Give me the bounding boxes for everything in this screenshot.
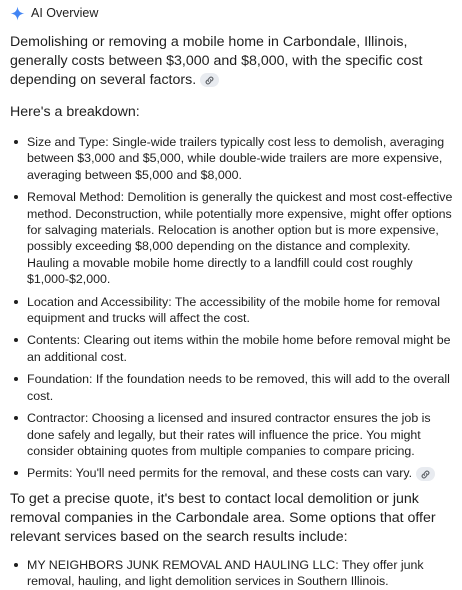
list-item — [10, 371, 454, 404]
list-item-text: Contents: Clearing out items within the mobile home before removal might be an additional cost. — [27, 333, 451, 364]
list-item-text: Location and Accessibility: The accessibility of the mobile home for removal equipment and trucks will affect the cost. — [27, 294, 440, 326]
source-link-button[interactable] — [416, 467, 435, 481]
bullet-dot — [14, 416, 18, 420]
list-item-text: Size and Type: Single-wide trailers typically cost less to demolish, averaging between $3,000 and $5,000, while double-wide trailers are more expensive, averaging between $5,000 and $8,000. — [27, 135, 445, 182]
list-item — [10, 332, 454, 365]
bullet-dot — [14, 471, 18, 475]
ai-overview-header — [10, 4, 454, 22]
list-item-text: Contractor: Choosing a licensed and insured contractor ensures the job is done safely and legally, but their rates will influence the price. You might consider obtaining quotes from multiple companies to compare pricing. — [27, 411, 431, 458]
companies-list — [10, 557, 454, 590]
list-item — [10, 134, 454, 183]
list-item-text: Foundation: If the foundation needs to be removed, this will add to the overall cost. — [27, 372, 450, 403]
bullet-dot — [14, 338, 18, 342]
bullet-dot — [14, 300, 18, 304]
sparkle-icon — [10, 6, 25, 21]
list-item — [10, 465, 454, 481]
bullet-dot — [14, 140, 18, 144]
bullet-dot — [14, 195, 18, 199]
ai-overview-title: AI Overview — [31, 6, 99, 20]
closing-paragraph: To get a precise quote, it's best to contact local demolition or junk removal companies in the Carbondale area. Some options that offer relevant services based on the search results include: — [10, 490, 436, 545]
list-item — [10, 189, 454, 287]
bullet-dot — [14, 377, 18, 381]
link-icon — [204, 75, 215, 86]
list-item — [10, 294, 454, 327]
list-item-text: Removal Method: Demolition is generally the quickest and most cost-effective method. Deconstruction, while potentially more expensive, might offer options for salvaging materials. Relocation is another option but is more expensive, possibly exceeding $8,000 depending on the distance and complexity. Hauling a movable mobile home directly to a landfill could cost roughly $1,000-$2,000. — [27, 190, 453, 287]
link-icon — [420, 469, 431, 480]
factors-list — [10, 134, 454, 482]
list-item — [10, 557, 454, 590]
intro-text: Demolishing or removing a mobile home in Carbondale, Illinois, generally costs between $3,000 and $8,000, with the specific cost depending on several factors. — [10, 34, 423, 88]
bullet-dot — [14, 563, 18, 567]
list-item-text: MY NEIGHBORS JUNK REMOVAL AND HAULING LLC: They offer junk removal, hauling, and light demolition services in Southern Illinois. — [27, 557, 424, 589]
intro-paragraph — [10, 33, 454, 90]
list-item-text: Permits: You'll need permits for the removal, and these costs can vary. — [27, 466, 413, 481]
breakdown-heading: Here's a breakdown: — [10, 104, 140, 120]
list-item — [10, 410, 454, 459]
source-link-button[interactable] — [200, 73, 219, 87]
